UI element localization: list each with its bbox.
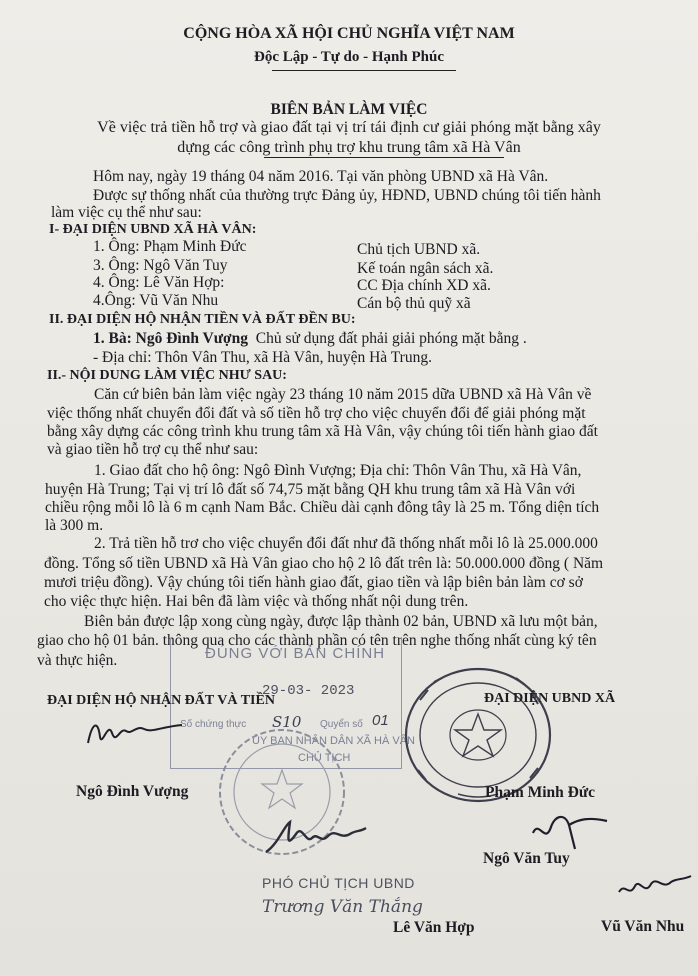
country-header: CỘNG HÒA XÃ HỘI CHỦ NGHĨA VIỆT NAM <box>183 25 515 42</box>
signature-duc <box>525 805 615 855</box>
signer-tuy: Ngô Văn Tuy <box>483 850 570 867</box>
member-name: 3. Ông: Ngô Văn Tuy <box>93 257 228 274</box>
paragraph-2-line: chiều rộng mỗi lô là 6 m cạnh Nam Bắc. Chiều dài cạnh đông tây là 25 m. Tổng diện tích <box>45 499 600 516</box>
stamp-date: 29-03- 2023 <box>262 683 355 699</box>
member-name: 1. Ông: Phạm Minh Đức <box>93 238 247 255</box>
motto-underline <box>272 70 456 71</box>
member-name: 4.Ông: Vũ Văn Nhu <box>93 292 219 309</box>
stamp-deputy: PHÓ CHỦ TỊCH UBND <box>262 875 415 891</box>
paragraph-2-line: huyện Hà Trung; Tại vị trí lô đất số 74,75 mặt bằng QH khu trung tâm xã Hà Vân với <box>45 481 576 498</box>
member-role: Kế toán ngân sách xã. <box>357 260 494 277</box>
stamp-position: CHỦ TỊCH <box>298 752 351 764</box>
intro-line-1: Hôm nay, ngày 19 tháng 04 năm 2016. Tại văn phòng UBND xã Hà Vân. <box>93 168 549 185</box>
paragraph-3-line: đồng. Tổng số tiền UBND xã Hà Vân giao cho hộ 2 lô đất trên là: 50.000.000 đồng ( Năm <box>44 555 604 572</box>
recipient-address: - Địa chỉ: Thôn Vân Thu, xã Hà Vân, huyện Hà Trung. <box>93 349 432 366</box>
left-signer-name: Ngô Đình Vượng <box>76 783 189 800</box>
subject-line-2: dựng các công trình phụ trợ khu trung tâm xã Hà Vân <box>177 139 521 156</box>
subject-underline <box>264 157 504 158</box>
signature-nhu <box>615 866 695 906</box>
paragraph-3-line: cho việc thực hiện. Hai bên đã làm việc và thống nhất nội dung trên. <box>44 593 469 610</box>
document-title: BIÊN BẢN LÀM VIỆC <box>270 101 428 118</box>
member-role: Cán bộ thủ quỹ xã <box>357 295 471 312</box>
signer-nhu: Vũ Văn Nhu <box>601 918 685 935</box>
stamp-book-label: Quyển số <box>320 719 363 730</box>
paragraph-2-line: là 300 m. <box>45 517 104 534</box>
member-name: 4. Ông: Lê Văn Hợp: <box>93 274 225 291</box>
right-signer-name: Phạm Minh Đức <box>485 784 596 801</box>
stamp-title: ĐÚNG VỚI BẢN CHÍNH <box>205 645 386 662</box>
section-2-heading: II. ĐẠI DIỆN HỘ NHẬN TIỀN VÀ ĐẤT ĐỀN BU: <box>49 312 356 327</box>
stamp-office: ỦY BAN NHÂN DÂN XÃ HÀ VÂN <box>252 735 416 747</box>
paragraph-1-line: và giao tiền hỗ trợ cụ thể như sau: <box>47 441 259 458</box>
right-signature-heading: ĐẠI DIỆN UBND XÃ <box>484 691 616 706</box>
section-3-heading: II.- NỘI DUNG LÀM VIỆC NHƯ SAU: <box>47 368 287 383</box>
member-role: Chủ tịch UBND xã. <box>357 241 481 258</box>
stamp-cert-number: S10 <box>272 713 302 731</box>
paragraph-3-line: 2. Trả tiền hỗ trơ cho việc chuyển đổi đất như đã thống nhất mỗi lô là 25.000.000 <box>94 535 598 552</box>
signer-hop: Lê Văn Hợp <box>393 919 475 936</box>
subject-line-1: Về việc trả tiền hỗ trợ và giao đất tại vị trí tái định cư giải phóng mặt bằng xây <box>97 119 601 136</box>
intro-line-2: Được sự thống nhất của thường trực Đảng ủy, HĐND, UBND chúng tôi tiến hành <box>93 187 601 204</box>
member-role: CC Địa chính XD xã. <box>357 277 491 294</box>
paragraph-1-line: việc thống nhất chuyển đổi đất và số tiền hỗ trợ cho việc chuyển đổi để giải phóng mặt <box>47 405 586 422</box>
stamp-book-number: 01 <box>372 712 389 729</box>
paragraph-4-line: Biên bản được lập xong cùng ngày, được lập thành 02 bản, UBND xã lưu một bản, <box>84 613 598 630</box>
stamp-signer: Trương Văn Thắng <box>262 897 423 917</box>
paragraph-4-line: giao cho hộ 01 bản. thông qua cho các thành phần có tên trên nghe thống nhất cùng ký tên <box>37 632 597 649</box>
recipient-label <box>93 329 527 348</box>
stamp-cert-label: Số chứng thực <box>180 719 247 730</box>
paragraph-1-line: bằng xây dựng các công trình khu trung tâm xã Hà Vân, vậy chúng tôi tiến hành giao đất <box>47 423 598 440</box>
paragraph-1-line: Căn cứ biên bản làm việc ngày 23 tháng 10 năm 2015 dữa UBND xã Hà Vân về <box>94 386 592 403</box>
signature-deputy <box>260 814 370 859</box>
intro-line-3: làm việc cụ thể như sau: <box>51 204 202 221</box>
paragraph-4-line: và thực hiện. <box>37 652 118 669</box>
national-motto: Độc Lập - Tự do - Hạnh Phúc <box>253 49 444 65</box>
signature-vuong <box>82 713 192 753</box>
section-1-heading: I- ĐẠI DIỆN UBND XÃ HÀ VÂN: <box>49 222 257 237</box>
paragraph-3-line: mươi triệu đồng). Vậy chúng tôi tiến hành giao đất, giao tiền và lập biên bản làm cơ sở <box>44 574 583 591</box>
recipient-name: 1. Bà: Ngô Đình Vượng <box>93 330 248 347</box>
recipient-role: Chủ sử dụng đất phải giải phóng mặt bằng . <box>255 330 527 347</box>
paragraph-2-line: 1. Giao đất cho hộ ông: Ngô Đình Vượng; Địa chỉ: Thôn Vân Thu, xã Hà Vân, <box>94 462 582 479</box>
left-signature-heading: ĐẠI DIỆN HỘ NHẬN ĐẤT VÀ TIỀN <box>47 693 275 708</box>
